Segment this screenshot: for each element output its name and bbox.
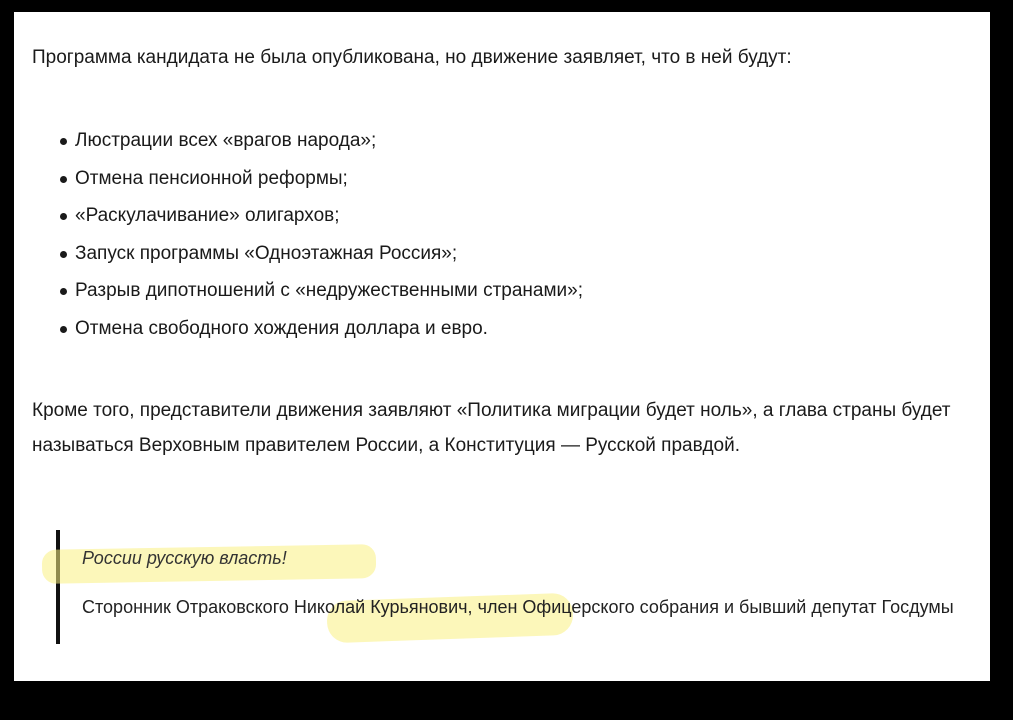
attribution-suffix: член Офицерского собрания и бывший депутат Госдумы	[472, 597, 954, 617]
list-item: Люстрации всех «врагов народа»;	[32, 128, 583, 166]
list-item: Запуск программы «Одноэтажная Россия»;	[32, 241, 583, 279]
attribution-prefix: Сторонник Отраковского	[82, 597, 294, 617]
intro-paragraph: Программа кандидата не была опубликована, но движение заявляет, что в ней будут:	[32, 47, 792, 68]
list-item: Отмена пенсионной реформы;	[32, 166, 583, 204]
list-item: Отмена свободного хождения доллара и евро.	[32, 316, 583, 354]
quote-attribution	[82, 596, 982, 618]
attribution-name: Николай Курьянович,	[293, 597, 473, 617]
article-frame	[14, 12, 990, 681]
program-list	[32, 128, 583, 354]
list-item: «Раскулачивание» олигархов;	[32, 203, 583, 241]
quote-text: России русскую власть!	[82, 548, 287, 568]
list-item: Разрыв дипотношений с «недружественными странами»;	[32, 278, 583, 316]
quote-bar	[56, 530, 60, 644]
body-paragraph: Кроме того, представители движения заявляют «Политика миграции будет ноль», а глава страны будет называться Верховным правителем России, а Конституция — Русской правдой.	[32, 400, 951, 456]
